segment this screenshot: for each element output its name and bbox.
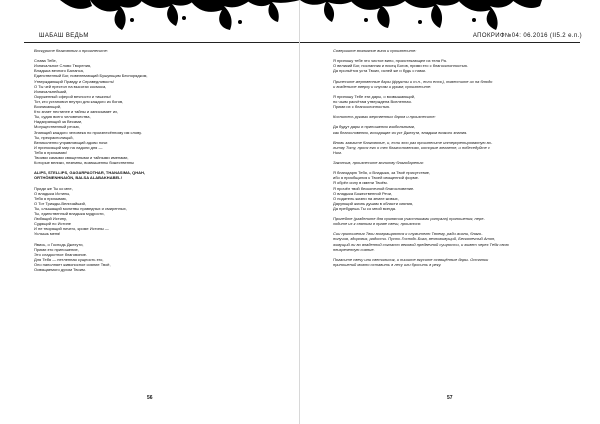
floral-ornament-right — [300, 0, 600, 32]
rubric-line: неизреченную сияние. — [333, 246, 375, 252]
text-line: Тот, кто установил внутри для каждого из богов, — [34, 98, 124, 104]
rubric-line: Вновь зажгите благовоние, и, если это раз произнесите интерпретированную во- — [333, 139, 493, 145]
rubric-line: Сии приношения Твои возвращаются к служителю Твоему, ради жизни, благо- — [333, 231, 483, 237]
text-line: Прими их с благосклонностью. — [333, 104, 391, 110]
rubric-line: приношений можно оставить в лесу или бросить в реку. — [333, 261, 442, 267]
text-line: Я прочёл твой бесконечной благословение. — [333, 185, 415, 191]
text-line: Которые велики, неземны, возвышенны божественны — [34, 160, 135, 166]
rubric-line: Принесите жертвенные дары (фрукты и т.п., если есть), поместите их на блюдо — [333, 78, 493, 84]
text-line: Ты, прекраснолицый, — [34, 134, 74, 140]
running-head-title: АПОКРИФ№04: 06.2016 (ІІ5.2 е.п.) — [472, 33, 582, 39]
floral-ornament-left — [0, 0, 300, 32]
page-number: 56 — [147, 395, 153, 401]
text-line: Знающий каждого человека по произнесённому им слову. — [34, 129, 142, 135]
text-line: Ты, единственный владыка мудрости, — [34, 211, 105, 216]
right-page — [300, 0, 600, 424]
text-line: Тебя я призываю! — [34, 149, 67, 155]
text-line: Освящаемого духом Твоим. — [34, 267, 86, 273]
text-line: Надзирающий за Весами, — [34, 119, 83, 125]
text-line: Любящий Истину, — [34, 216, 67, 222]
rubric-line: литву Тоту, прося его о тех благословениях, которые желаете, и побеседуйте с — [333, 144, 490, 150]
text-line: Это сладостное благовоние. — [34, 251, 88, 257]
rubric-line: и возденьте вверху к опусам и рукам; произнесите: — [333, 83, 432, 89]
text-line: О Ты чей престол на высотах космоса, — [34, 83, 107, 89]
text-line: Явись, о Господь Джехути, — [34, 241, 84, 247]
text-line: О податель жизни на земле живых, — [333, 195, 399, 201]
text-line: Изначальное Слово Творения, — [34, 63, 92, 69]
text-line: О Тот Трижды-Величайший, — [34, 200, 86, 206]
text-line: Услышь меня! — [34, 231, 61, 237]
rubric-line: живущий ли во владенной согласно вековой предвечной сущности, и живет через Тебя свою — [333, 241, 509, 247]
rubric-line: ходите их к святым в праве свечи, произнося: — [333, 221, 421, 227]
text-line: Я обрёл силу в имени Твоём. — [333, 180, 388, 186]
text-line: И не творящий ничего, кроме Истины — — [34, 226, 109, 232]
text-line: Оно наполняет живоносное сияние Твоё, — [34, 261, 111, 267]
text-line: Твоими самыми священными и тайными именами, — [34, 154, 129, 160]
rubric-line: Воскурите благовония и произнесите: — [34, 48, 108, 53]
text-line: Владыка вечного Баланса, — [34, 68, 84, 74]
text-line: Ты, слышащий молитвы праведных и смиренных, — [34, 205, 127, 211]
running-head-title: ШАБАШ ВЕДЬМ — [39, 33, 89, 39]
rubric-line: Коснитесь руками жертвенных даров и произнесите: — [333, 114, 436, 120]
text-line: Судящий по Истине — [34, 221, 72, 227]
text-line: О владыка Истины, — [34, 190, 71, 196]
rubric-line: получия, здоровья, радости. Пусть Господь Бога, вечноживущий, Бесконечный Атон, — [333, 236, 496, 242]
text-line: Окруженный сферой вечности и тишины! — [34, 93, 111, 99]
text-line: Изначальнейший, — [34, 88, 68, 94]
header-rule — [24, 42, 299, 43]
text-line: ALIPS, STELLIPS, GAGARPAOTHAR, THANASIMA, QHAH, — [34, 170, 146, 176]
text-line: Да будут дары и приношения изобильными, — [333, 124, 416, 130]
text-line: Дарующий жизнь душам в области сияния, — [333, 200, 414, 206]
page-text — [333, 48, 581, 267]
text-line: О великий Бог, посланник и писец Богов, прими его с благосклонностью. — [333, 63, 469, 69]
text-line: Да пребудешь Ты со мной всегда. — [333, 205, 397, 211]
text-line: Для Тебя — нетленная сущность его, — [34, 256, 104, 262]
text-line: Приди же Ты ко мне, — [34, 185, 73, 191]
text-line: Я приношу Тебе эти дары, о возвышающий, — [333, 93, 416, 99]
text-line: ибо я приобщился к Твоей священной форме. — [333, 175, 419, 181]
text-line: И приносящий мир на ладони дня — — [34, 144, 103, 150]
rubric-line: Совершите возлияние вина и произнесите: — [333, 48, 417, 53]
text-line: по чьим расчётам утверждена Вселенная. — [333, 98, 412, 104]
text-line: Великолепно управляющий адово ночи — [34, 139, 108, 145]
text-line: Возникающий, — [34, 104, 62, 110]
text-line: Слава Тебе, — [34, 58, 57, 64]
text-line: Прими это приношение, — [34, 246, 79, 252]
header-rule — [300, 42, 580, 43]
text-line: Я приношу тебе это чистое вино, проистекающее из тела Ра. — [333, 58, 448, 64]
text-line: Утверждающий Правду и Справедливость! — [34, 78, 115, 84]
text-line: ORTHÔMENHNAIÔN, BALSA ALABAKHABEL! — [34, 175, 122, 181]
text-line: Да прольётся уста Твоих, испей же и будь с нами. — [333, 68, 426, 74]
text-line: Единственный Бог, повелевающий Бушующим Беспорядком, — [34, 73, 148, 79]
rubric-line: Погасите свечу или светильник, и пишите вкусите освящённые дары. Остатки — [333, 256, 489, 262]
text-line: Могущественный речью, — [34, 124, 80, 130]
text-line: Я благодарю Тебя, о Владыка, за Твоё присутствие, — [333, 170, 431, 176]
text-line: Кто знает нестинее и тайны и записывает их, — [34, 109, 119, 115]
text-line: как благословения, исходящие из уст Джехути, владыки всякого знания. — [333, 129, 468, 135]
page-number: 57 — [447, 395, 453, 401]
page-text — [34, 48, 272, 272]
rubric-line: Закончив, произнесите молитву благодарения: — [333, 160, 424, 166]
text-line: Тебя я призываю, — [34, 195, 67, 201]
text-line: Ты, судия всего человечества, — [34, 114, 91, 120]
rubric-line: Пролейте (разделите для принятия участниками ритуала) приношения, пере- — [333, 216, 485, 222]
text-line: О владыка Божественной Речи, — [333, 190, 393, 196]
rubric-line: Ним. — [333, 149, 342, 155]
